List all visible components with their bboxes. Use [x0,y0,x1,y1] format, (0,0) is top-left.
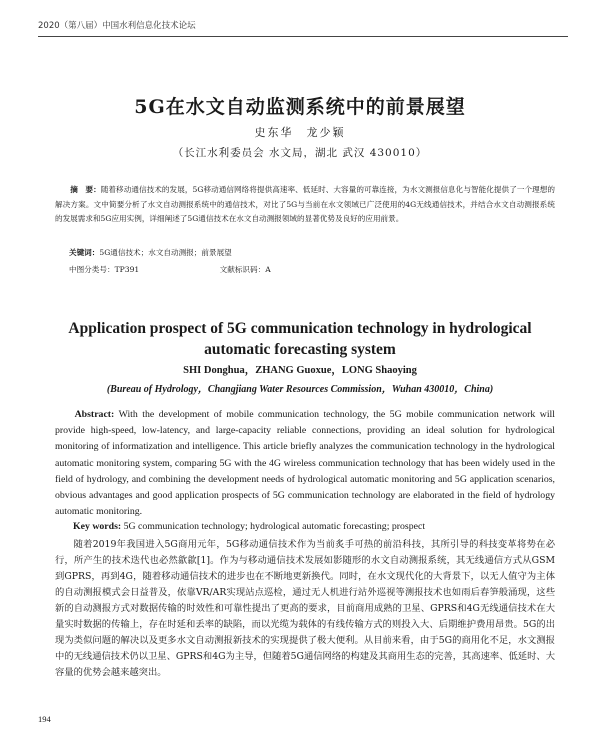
abstract-english-label: Abstract: [74,409,115,420]
document-code-value: A [265,265,271,274]
keywords-english-text: 5G communication technology; hydrological automatic forecasting; prospect [123,521,426,532]
affiliation-english: (Bureau of Hydrology，Changjiang Water Resources Commission，Wuhan 430010，China) [106,384,494,395]
title-english: Application prospect of 5G communication technology in hydrological automatic forecasting system [68,320,532,358]
title-chinese: 5G在水文自动监测系统中的前景展望 [134,96,466,118]
authors-chinese: 史东华 龙少颖 [254,126,346,139]
abstract-english-text: With the development of mobile communication technology, the 5G mobile communication network will provide high-speed, low-latency, and large-capacity reliable connections, providing an ideal solution for hydrological monitoring of informatization and intelligence. This article briefly analyzes the communication technology in the hydrological automatic monitoring system, comparing 5G with the 4G wireless communication technology that has been widely used in the field of hydrology, and combining the development needs of hydrological automatic monitoring and 5G application scenarios, obvious advantages and good application prospects of 5G communication technology are elaborated in the field of hydrology automatic monitoring. [55,409,555,518]
abstract-chinese [55,183,555,227]
document-code-label: 文献标识码： [219,265,266,274]
classification-value: TP391 [114,265,140,274]
classification-label: 中图分类号： [69,265,115,274]
keywords-english [73,521,553,532]
authors-english: SHI Donghua，ZHANG Guoxue，LONG Shaoying [183,365,417,376]
keywords-chinese-text: 5G通信技术；水文自动测报；前景展望 [99,248,232,257]
affiliation-chinese: （长江水利委员会 水文局，湖北 武汉 430010） [172,147,428,159]
abstract-chinese-label: 摘 要： [70,185,101,194]
classification-chinese [69,264,271,275]
keywords-chinese [69,247,232,258]
document-code [220,264,271,275]
body-text-chinese: 随着2019年我国进入5G商用元年，5G移动通信技术作为当前炙手可热的前沿科技，其所引导的科技变革将势在必行，所产生的技术迭代也必然歙歙[1]。作为与移动通信技术发展如影随形的水文自动测报系统，其无线通信方式从GSM到GPRS，再到4G，随着移动通信技术的进步也在不断地更新换代。同时，在水文现代化的大背景下，以无人值守为主体的自动测报模式会日益普及，依靠VR/AR实现站点巡检，通过无人机进行站外巡视等测报技术也如雨后春笋般涌现，这些新的自动测报方式对数据传输的时效性和可靠性提出了更高的要求，目前商用成熟的卫星、GPRS和4G无线通信技术在大量实时数据的传输上，存在时延和丢率的缺陷，而以光缆为载体的有线传输方式的则投入大、后期维护费用昂贵。5G的出现为类似问题的解决以及更多水文自动测报新技术的实现提供了极大便利。从目前来看，由于5G的商用化不足，水文测报中的无线通信技术仍以卫星、GPRS和4G为主导，但随着5G通信网络的构建及其商用生态的完善，其高速率、低延时、大容量的优势会越来越突出。 [55,539,555,678]
running-head: 2020（第八届）中国水利信息化技术论坛 [38,21,196,31]
header-rule [38,36,568,37]
abstract-english [55,407,555,520]
page-number: 194 [38,714,51,724]
keywords-english-label: Key words: [73,521,122,532]
abstract-chinese-text: 随着移动通信技术的发展，5G移动通信网络将提供高速率、低延时、大容量的可靠连接，为水文测报信息化与智能化提供了一个理想的解决方案。文中简要分析了水文自动测报系统中的通信技术，对比了5G与当前在水文领域已广泛使用的4G无线通信技术，并结合水文自动测报系统的发展需求和5G应用实例，详细阐述了5G通信技术在水文自动测报领域的显著优势及良好的应用前景。 [55,185,556,223]
keywords-chinese-label: 关键词： [69,248,100,257]
